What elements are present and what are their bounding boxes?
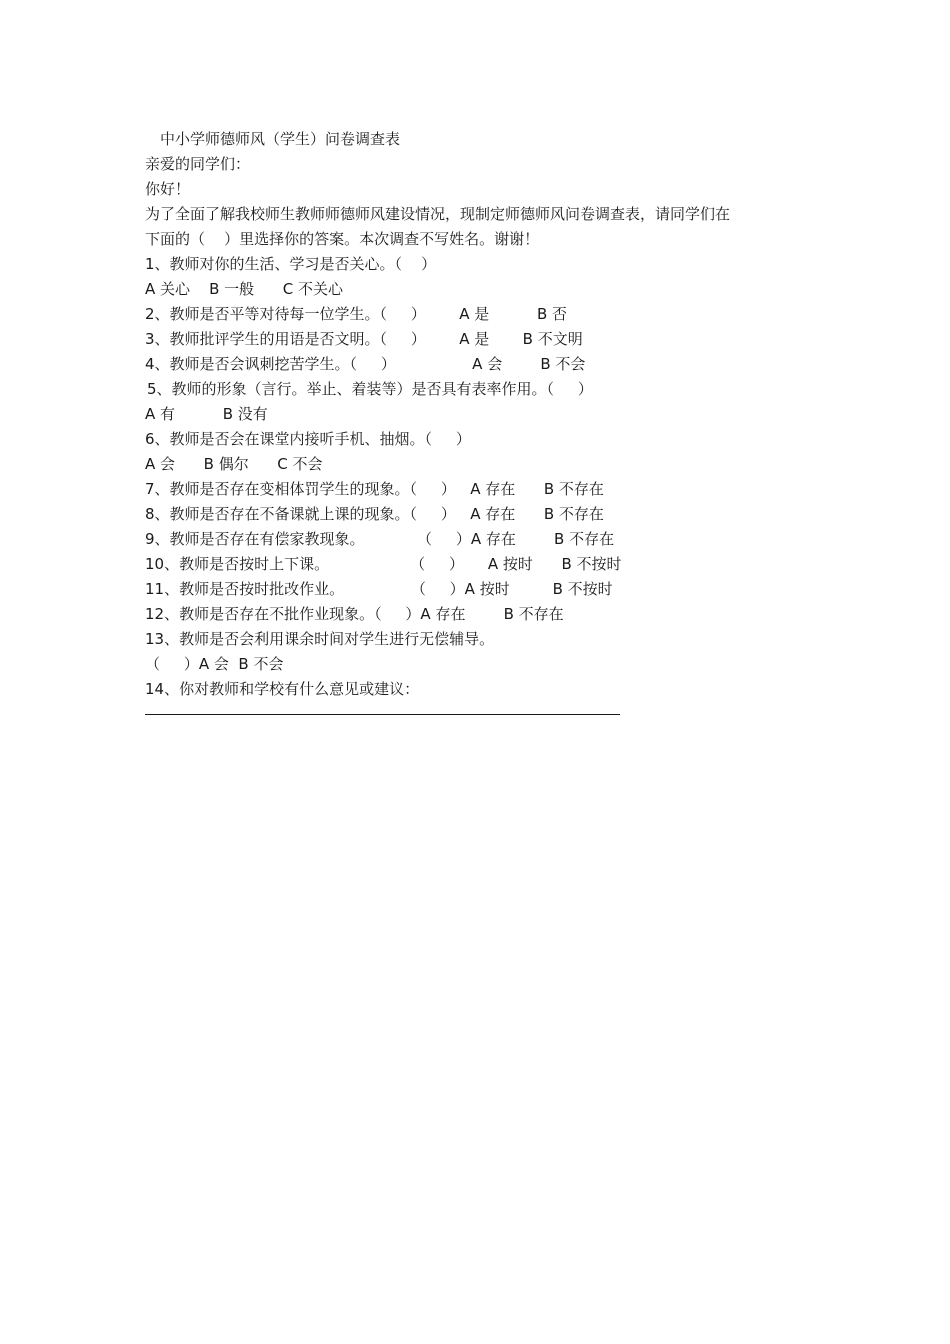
- question-3: 3、教师批评学生的用语是否文明。（ ） A 是 B 不文明: [145, 330, 583, 348]
- question-2: 2、教师是否平等对待每一位学生。（ ） A 是 B 否: [145, 305, 568, 323]
- question-11: 11、教师是否按时批改作业。 （ ）A 按时 B 不按时: [145, 580, 613, 598]
- question-4: 4、教师是否会讽刺挖苦学生。（ ） A 会 B 不会: [145, 355, 586, 373]
- question-6: 6、教师是否会在课堂内接听手机、抽烟。（ ）: [145, 430, 471, 448]
- greeting: 亲爱的同学们：: [145, 155, 251, 173]
- question-9: 9、教师是否存在有偿家教现象。 （ ）A 存在 B 不存在: [145, 530, 615, 548]
- question-8: 8、教师是否存在不备课就上课的现象。（ ） A 存在 B 不存在: [145, 505, 604, 523]
- answer-blank-line[interactable]: [145, 714, 620, 715]
- page-title: 中小学师德师风（学生）问卷调查表: [160, 130, 401, 148]
- question-13-options: （ ）A 会 B 不会: [145, 655, 284, 673]
- intro-line-1: 为了全面了解我校师生教师师德师风建设情况，现制定师德师风问卷调查表，请同学们在: [145, 205, 731, 223]
- question-1: 1、教师对你的生活、学习是否关心。（ ）: [145, 255, 437, 273]
- question-10: 10、教师是否按时上下课。 （ ） A 按时 B 不按时: [145, 555, 622, 573]
- intro-line-2: 下面的（ ）里选择你的答案。本次调查不写姓名。谢谢！: [145, 230, 540, 248]
- question-12: 12、教师是否存在不批作业现象。（ ）A 存在 B 不存在: [145, 605, 564, 623]
- question-14: 14、你对教师和学校有什么意见或建议：: [145, 680, 420, 698]
- question-5: 5、教师的形象（言行。举止、着装等）是否具有表率作用。（ ）: [147, 380, 593, 398]
- question-5-options: A 有 B 没有: [145, 405, 268, 423]
- question-6-options: A 会 B 偶尔 C 不会: [145, 455, 323, 473]
- hello: 你好！: [145, 180, 191, 198]
- question-7: 7、教师是否存在变相体罚学生的现象。（ ） A 存在 B 不存在: [145, 480, 604, 498]
- question-1-options: A 关心 B 一般 C 不关心: [145, 280, 344, 298]
- question-13: 13、教师是否会利用课余时间对学生进行无偿辅导。: [145, 630, 495, 648]
